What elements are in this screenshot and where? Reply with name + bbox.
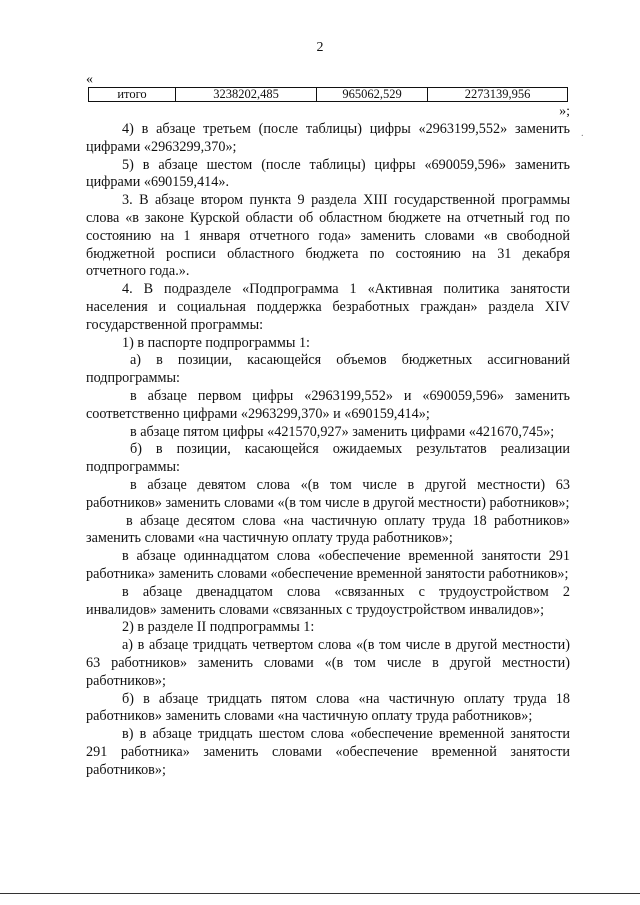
paragraph: 4) в абзаце третьем (после таблицы) цифры «2963199,552» заменить цифрами «2963299,370»; <box>86 121 570 155</box>
paragraph: 4. В подразделе «Подпрограмма 1 «Активная политика занятости населения и социальная поддержка безработных граждан» раздела XIV государственной программы: <box>86 281 570 333</box>
paragraph: б) в абзаце тридцать пятом слова «на частичную оплату труда 18 работников» заменить словами «на частичную оплату труда работников»; <box>86 690 570 725</box>
table-row <box>89 88 568 102</box>
bottom-edge-line <box>0 893 640 894</box>
table-cell-label: итого <box>89 88 176 102</box>
paragraph: в абзаце одиннадцатом слова «обеспечение временной занятости 291 работника» заменить словами «обеспечение временной занятости работников»; <box>86 548 570 582</box>
paragraph: в абзаце первом цифры «2963199,552» и «690059,596» заменить соответственно цифрами «2963299,370» и «690159,414»; <box>86 387 570 422</box>
table-cell-value: 965062,529 <box>317 88 428 102</box>
page-number: 2 <box>316 40 324 55</box>
paragraph: а) в позиции, касающейся объемов бюджетных ассигнований подпрограммы: <box>86 352 570 387</box>
paragraph: в) в абзаце тридцать шестом слова «обеспечение временной занятости 291 работника» заменить словами «обеспечение временной занятости работников»; <box>86 726 570 778</box>
table-cell-value: 2273139,956 <box>428 88 568 102</box>
paragraph: в абзаце двенадцатом слова «связанных с трудоустройством 2 инвалидов» заменить словами «связанных с трудоустройством инвалидов»; <box>86 583 570 618</box>
paragraph: 5) в абзаце шестом (после таблицы) цифры «690059,596» заменить цифрами «690159,414». <box>86 156 570 191</box>
opening-quote: « <box>86 72 93 87</box>
paragraph: б) в позиции, касающейся ожидаемых результатов реализации подпрограммы: <box>86 441 570 476</box>
summary-table <box>88 87 568 102</box>
paragraph: в абзаце пятом цифры «421570,927» заменить цифрами «421670,745»; <box>130 423 555 440</box>
paragraph: 3. В абзаце втором пункта 9 раздела XIII государственной программы слова «в законе Курской области об областном бюджете на отчетный год по состоянию на 1 января отчетного года» заменить словами «в свободной бюджетной росписи областного бюджета по состоянию на 31 декабря отчетного года.». <box>86 192 570 280</box>
paragraph: в абзаце десятом слова «на частичную оплату труда 18 работников» заменить словами «на частичную оплату труда работников»; <box>86 512 570 547</box>
margin-mark: · <box>580 131 584 142</box>
paragraph: 2) в разделе II подпрограммы 1: <box>122 619 315 636</box>
paragraph: в абзаце девятом слова «(в том числе в другой местности) 63 работников» заменить словами «(в том числе в другой местности) работников»; <box>86 476 570 511</box>
paragraph: а) в абзаце тридцать четвертом слова «(в том числе в другой местности) 63 работников» заменить словами «(в том числе в другой местности) работников»; <box>86 637 570 689</box>
paragraph: 1) в паспорте подпрограммы 1: <box>122 334 310 351</box>
table-cell-value: 3238202,485 <box>176 88 317 102</box>
document-body <box>86 121 570 779</box>
closing-quote: »; <box>559 104 570 119</box>
